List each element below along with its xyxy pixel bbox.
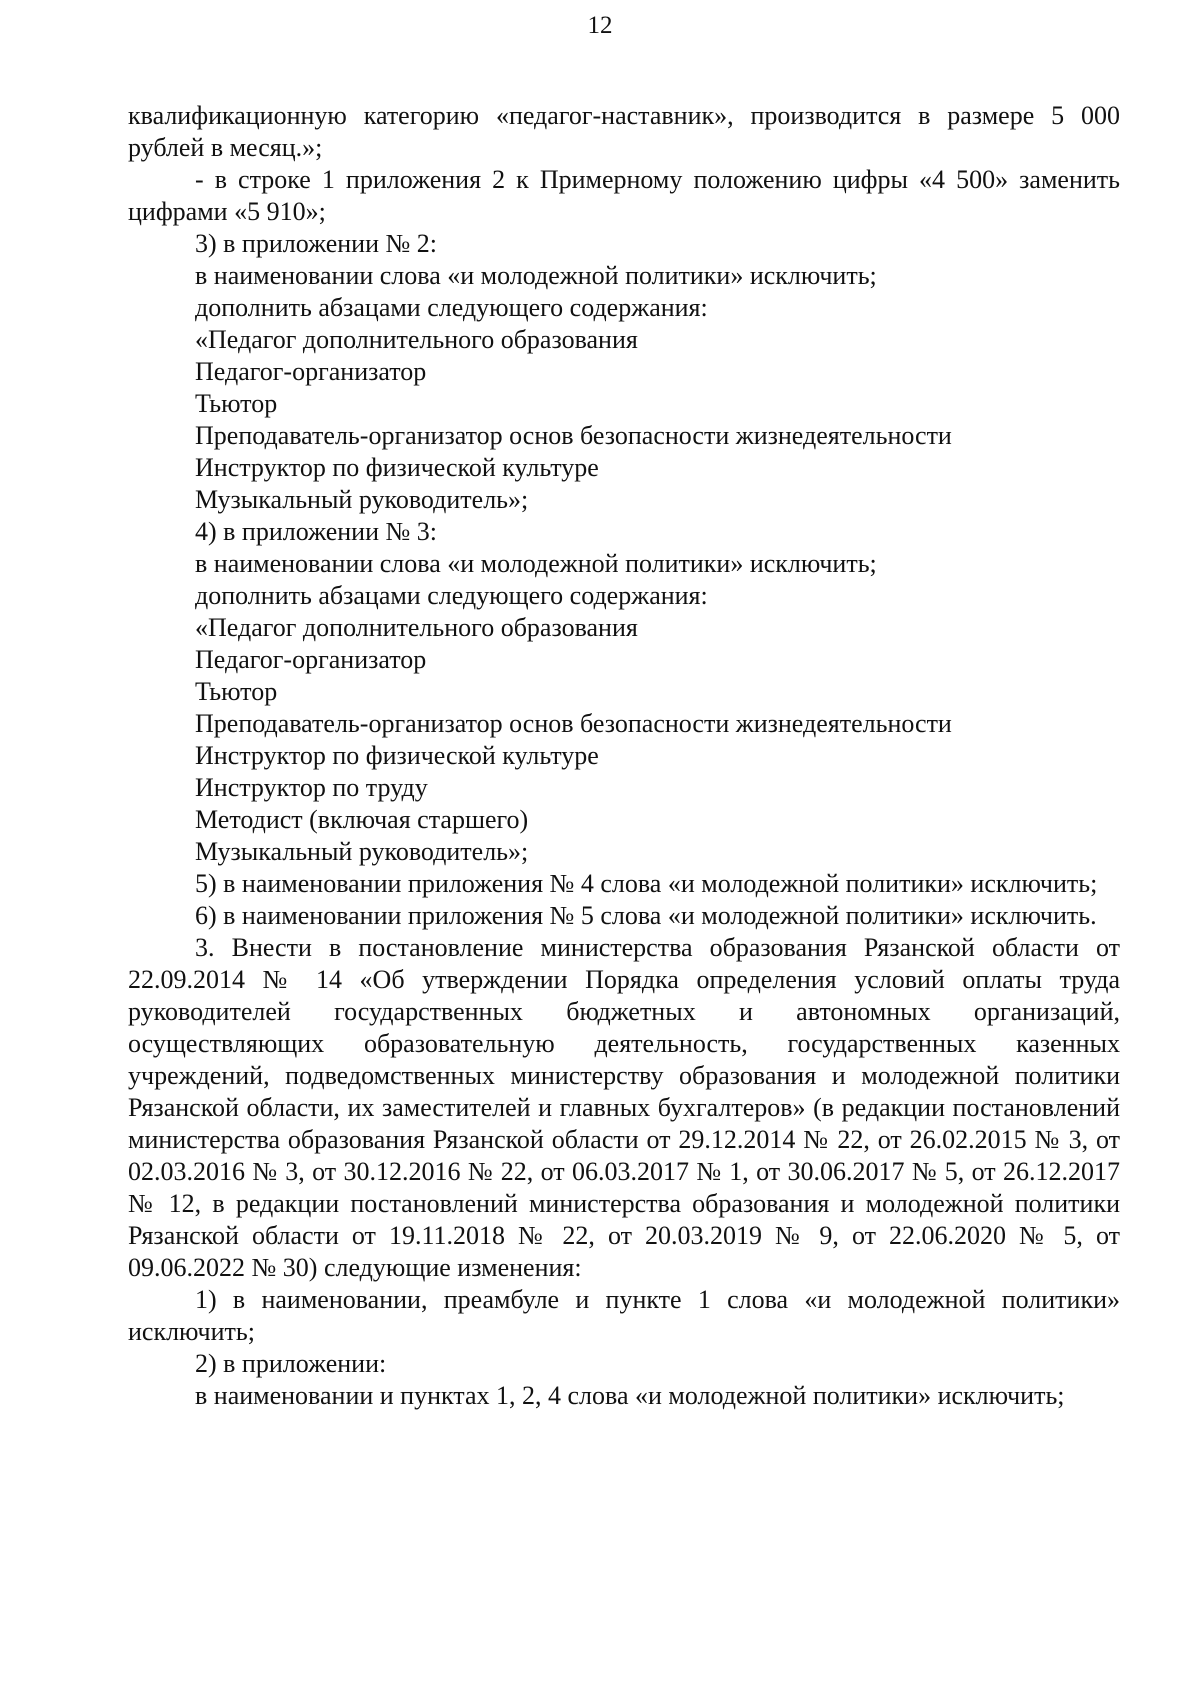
list-item: Педагог-организатор	[195, 357, 427, 386]
paragraph: 6) в наименовании приложения № 5 слова «и молодежной политики» исключить.	[195, 901, 1097, 930]
list-item: «Педагог дополнительного образования	[195, 325, 638, 354]
list-item: Тьютор	[195, 389, 278, 418]
paragraph: дополнить абзацами следующего содержания:	[195, 293, 708, 322]
list-item: Тьютор	[195, 677, 278, 706]
list-item: Инструктор по труду	[195, 773, 428, 802]
paragraph: в наименовании и пунктах 1, 2, 4 слова «и молодежной политики» исключить;	[195, 1381, 1065, 1410]
paragraph: 4) в приложении № 3:	[195, 517, 438, 546]
paragraph: 3. Внести в постановление министерства образования Рязанской области от 22.09.2014 № 14 «Об утверждении Порядка определения условий оплаты труда руководителей государственных бюджетных и автономных организаций, осуществляющих образовательную деятельность, государственных казенных учреждений, подведомственных министерству образования и молодежной политики Рязанской области, их заместителей и главных бухгалтеров» (в редакции постановлений министерства образования Рязанской области от 29.12.2014 № 22, от 26.02.2015 № 3, от 02.03.2016 № 3, от 30.12.2016 № 22, от 06.03.2017 № 1, от 30.06.2017 № 5, от 26.12.2017 № 12, в редакции постановлений министерства образования и молодежной политики Рязанской области от 19.11.2018 № 22, от 20.03.2019 № 9, от 22.06.2020 № 5, от 09.06.2022 № 30) следующие изменения:	[128, 933, 1120, 1282]
paragraph: в наименовании слова «и молодежной политики» исключить;	[195, 549, 877, 578]
list-item: «Педагог дополнительного образования	[195, 613, 638, 642]
list-item: Инструктор по физической культуре	[195, 453, 599, 482]
list-item: Музыкальный руководитель»;	[195, 837, 529, 866]
paragraph: 2) в приложении:	[195, 1349, 387, 1378]
paragraph: 5) в наименовании приложения № 4 слова «и молодежной политики» исключить;	[195, 869, 1098, 898]
list-item: Педагог-организатор	[195, 645, 427, 674]
paragraph: 3) в приложении № 2:	[195, 229, 438, 258]
paragraph: в наименовании слова «и молодежной политики» исключить;	[195, 261, 877, 290]
paragraph: 1) в наименовании, преамбуле и пункте 1 слова «и молодежной политики» исключить;	[128, 1285, 1120, 1346]
list-item: Инструктор по физической культуре	[195, 741, 599, 770]
paragraph: - в строке 1 приложения 2 к Примерному положению цифры «4 500» заменить цифрами «5 910»;	[128, 165, 1120, 226]
list-item: Музыкальный руководитель»;	[195, 485, 529, 514]
list-item: Преподаватель-организатор основ безопасности жизнедеятельности	[195, 709, 952, 738]
page-number: 12	[587, 12, 613, 39]
document-body	[128, 100, 1120, 1412]
list-item: Методист (включая старшего)	[195, 805, 529, 834]
paragraph: квалификационную категорию «педагог-наставник», производится в размере 5 000 рублей в месяц.»;	[128, 101, 1120, 162]
paragraph: дополнить абзацами следующего содержания:	[195, 581, 708, 610]
list-item: Преподаватель-организатор основ безопасности жизнедеятельности	[195, 421, 952, 450]
